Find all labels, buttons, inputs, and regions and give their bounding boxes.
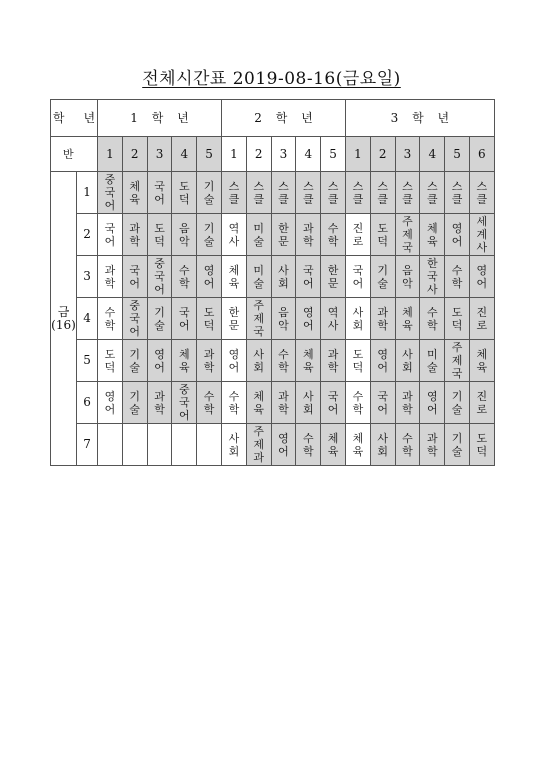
subject-label: 음 악	[402, 263, 413, 290]
subject-cell	[98, 172, 123, 214]
period-number: 4	[77, 298, 98, 340]
subject-cell	[271, 424, 296, 466]
subject-cell	[395, 172, 420, 214]
subject-cell	[246, 298, 271, 340]
subject-label: 국 어	[154, 179, 165, 206]
table-row	[51, 172, 495, 214]
subject-cell	[370, 298, 395, 340]
subject-label: 스 클	[253, 179, 265, 206]
subject-label: 영 어	[426, 389, 438, 416]
subject-cell	[445, 340, 470, 382]
subject-cell	[271, 382, 296, 424]
subject-cell	[147, 172, 172, 214]
subject-label: 국 어	[129, 263, 141, 290]
subject-label: 역 사	[327, 305, 339, 332]
subject-label: 과 학	[426, 431, 438, 458]
subject-cell	[172, 382, 197, 424]
period-header: 2	[246, 137, 271, 172]
subject-label: 역 사	[228, 221, 240, 248]
subject-label: 주 제 국	[253, 299, 265, 338]
table-row	[51, 340, 495, 382]
table-row	[51, 382, 495, 424]
subject-label: 기 술	[154, 305, 165, 332]
subject-label: 체 육	[129, 179, 141, 206]
subject-label: 기 술	[377, 263, 388, 290]
period-header: 6	[469, 137, 494, 172]
subject-cell	[370, 172, 395, 214]
subject-label: 과 학	[402, 389, 413, 416]
subject-cell	[370, 340, 395, 382]
period-header: 5	[197, 137, 222, 172]
subject-cell	[469, 382, 494, 424]
subject-cell	[420, 298, 445, 340]
subject-cell	[469, 172, 494, 214]
subject-label: 스 클	[278, 179, 289, 206]
period-number: 5	[77, 340, 98, 382]
subject-cell	[296, 214, 321, 256]
subject-cell	[345, 256, 370, 298]
subject-label: 주 제 과	[253, 425, 265, 464]
subject-label: 수 학	[352, 389, 364, 416]
subject-label: 기 술	[203, 221, 215, 248]
subject-label: 미 술	[253, 221, 265, 248]
subject-label: 수 학	[278, 347, 289, 374]
period-header: 4	[420, 137, 445, 172]
subject-cell	[395, 298, 420, 340]
subject-cell	[395, 382, 420, 424]
subject-label: 도 덕	[203, 305, 215, 332]
grade-1-header: 1 학 년	[98, 100, 222, 137]
subject-label: 체 육	[426, 221, 438, 248]
subject-cell	[197, 256, 222, 298]
subject-label: 스 클	[327, 179, 339, 206]
subject-label: 도 덕	[377, 221, 388, 248]
subject-label: 미 술	[253, 263, 265, 290]
subject-label: 주 제 국	[451, 341, 463, 380]
period-header: 5	[321, 137, 346, 172]
subject-cell	[172, 424, 197, 466]
subject-cell	[420, 214, 445, 256]
subject-label: 영 어	[451, 221, 463, 248]
timetable	[50, 99, 495, 466]
subject-cell	[271, 340, 296, 382]
subject-cell	[271, 298, 296, 340]
subject-label: 영 어	[154, 347, 165, 374]
subject-label: 진 로	[352, 221, 364, 248]
subject-cell	[197, 340, 222, 382]
subject-cell	[98, 340, 123, 382]
subject-label: 영 어	[476, 263, 488, 290]
subject-label: 체 육	[476, 347, 488, 374]
subject-cell	[370, 424, 395, 466]
period-number: 6	[77, 382, 98, 424]
subject-cell	[122, 214, 147, 256]
subject-cell	[172, 340, 197, 382]
subject-label: 사 회	[352, 305, 364, 332]
subject-label: 한 문	[278, 221, 289, 248]
subject-label: 수 학	[302, 431, 314, 458]
subject-label: 진 로	[476, 389, 488, 416]
subject-label: 진 로	[476, 305, 488, 332]
subject-cell	[172, 172, 197, 214]
subject-cell	[321, 340, 346, 382]
subject-cell	[98, 298, 123, 340]
subject-cell	[147, 214, 172, 256]
subject-cell	[222, 256, 247, 298]
subject-cell	[122, 382, 147, 424]
subject-label: 도 덕	[104, 347, 116, 374]
subject-cell	[147, 298, 172, 340]
subject-cell	[420, 424, 445, 466]
subject-label: 중 국 어	[104, 173, 116, 212]
period-number: 7	[77, 424, 98, 466]
subject-label: 한 문	[228, 305, 240, 332]
label-nyeon: 년	[83, 110, 96, 125]
subject-cell	[296, 382, 321, 424]
subject-cell	[370, 214, 395, 256]
subject-cell	[420, 172, 445, 214]
period-header: 5	[445, 137, 470, 172]
subject-label: 미 술	[426, 347, 438, 374]
subject-label: 스 클	[451, 179, 463, 206]
subject-label: 중 국 어	[129, 299, 141, 338]
subject-label: 영 어	[228, 347, 240, 374]
subject-label: 과 학	[327, 347, 339, 374]
grade-header-row	[51, 100, 495, 137]
subject-cell	[222, 382, 247, 424]
subject-cell	[445, 382, 470, 424]
period-header: 2	[370, 137, 395, 172]
subject-label: 스 클	[402, 179, 413, 206]
subject-cell	[222, 298, 247, 340]
subject-cell	[321, 172, 346, 214]
subject-label: 영 어	[377, 347, 388, 374]
subject-label: 수 학	[104, 305, 116, 332]
subject-cell	[246, 172, 271, 214]
subject-cell	[147, 424, 172, 466]
period-header: 3	[147, 137, 172, 172]
subject-cell	[370, 256, 395, 298]
subject-cell	[246, 382, 271, 424]
subject-label: 스 클	[377, 179, 388, 206]
subject-cell	[172, 298, 197, 340]
subject-label: 도 덕	[352, 347, 364, 374]
label-hak: 학	[52, 110, 65, 125]
subject-cell	[197, 424, 222, 466]
subject-label: 기 술	[451, 389, 463, 416]
subject-cell	[445, 424, 470, 466]
grade-header-label	[51, 100, 98, 137]
period-header: 2	[122, 137, 147, 172]
subject-cell	[197, 172, 222, 214]
subject-cell	[98, 214, 123, 256]
subject-cell	[445, 214, 470, 256]
subject-cell	[246, 424, 271, 466]
subject-cell	[370, 382, 395, 424]
subject-cell	[445, 298, 470, 340]
subject-label: 체 육	[253, 389, 265, 416]
subject-label: 과 학	[154, 389, 165, 416]
subject-cell	[420, 256, 445, 298]
subject-cell	[222, 424, 247, 466]
subject-label: 주 제 국	[402, 215, 413, 254]
subject-label: 도 덕	[178, 179, 190, 206]
page-title: 전체시간표 2019-08-16(금요일)	[142, 69, 401, 89]
subject-cell	[321, 424, 346, 466]
subject-cell	[172, 256, 197, 298]
period-header: 4	[172, 137, 197, 172]
subject-cell	[296, 256, 321, 298]
period-header-row	[51, 137, 495, 172]
subject-cell	[469, 298, 494, 340]
subject-cell	[469, 214, 494, 256]
period-header: 1	[345, 137, 370, 172]
day-count: (16)	[51, 317, 76, 332]
subject-label: 국 어	[302, 263, 314, 290]
subject-cell	[321, 382, 346, 424]
subject-cell	[222, 172, 247, 214]
subject-label: 기 술	[129, 389, 141, 416]
subject-label: 음 악	[178, 221, 190, 248]
subject-label: 국 어	[104, 221, 116, 248]
subject-cell	[197, 382, 222, 424]
period-number: 3	[77, 256, 98, 298]
subject-label: 과 학	[203, 347, 215, 374]
subject-cell	[122, 340, 147, 382]
subject-cell	[345, 298, 370, 340]
subject-label: 수 학	[402, 431, 413, 458]
period-header: 1	[98, 137, 123, 172]
subject-label: 체 육	[327, 431, 339, 458]
subject-label: 체 육	[352, 431, 364, 458]
subject-label: 도 덕	[451, 305, 463, 332]
subject-label: 수 학	[451, 263, 463, 290]
subject-label: 중 국 어	[178, 383, 190, 422]
subject-label: 과 학	[278, 389, 289, 416]
subject-cell	[296, 298, 321, 340]
subject-cell	[395, 424, 420, 466]
grade-2-header: 2 학 년	[222, 100, 346, 137]
subject-cell	[345, 340, 370, 382]
subject-label: 스 클	[302, 179, 314, 206]
subject-label: 스 클	[228, 179, 240, 206]
subject-label: 도 덕	[476, 431, 488, 458]
subject-cell	[469, 256, 494, 298]
subject-cell	[122, 172, 147, 214]
period-header: 3	[271, 137, 296, 172]
subject-label: 세 계 사	[476, 215, 488, 254]
subject-label: 수 학	[327, 221, 339, 248]
period-number: 2	[77, 214, 98, 256]
subject-label: 체 육	[402, 305, 413, 332]
subject-cell	[122, 298, 147, 340]
subject-cell	[420, 340, 445, 382]
subject-cell	[395, 214, 420, 256]
class-label: 반	[51, 137, 98, 172]
subject-label: 사 회	[228, 431, 240, 458]
subject-label: 사 회	[302, 389, 314, 416]
subject-label: 스 클	[476, 179, 488, 206]
subject-label: 한 국 사	[426, 257, 438, 296]
subject-cell	[395, 256, 420, 298]
subject-label: 영 어	[302, 305, 314, 332]
subject-cell	[246, 340, 271, 382]
subject-cell	[147, 382, 172, 424]
period-number: 1	[77, 172, 98, 214]
subject-label: 과 학	[104, 263, 116, 290]
subject-cell	[98, 424, 123, 466]
subject-cell	[172, 214, 197, 256]
subject-label: 국 어	[377, 389, 388, 416]
subject-cell	[222, 214, 247, 256]
subject-cell	[147, 256, 172, 298]
subject-label: 국 어	[327, 389, 339, 416]
subject-cell	[98, 256, 123, 298]
subject-cell	[345, 172, 370, 214]
subject-cell	[445, 172, 470, 214]
subject-label: 체 육	[302, 347, 314, 374]
period-header: 4	[296, 137, 321, 172]
subject-label: 중 국 어	[154, 257, 165, 296]
table-row	[51, 214, 495, 256]
subject-label: 영 어	[104, 389, 116, 416]
day-cell	[51, 172, 77, 466]
subject-cell	[420, 382, 445, 424]
subject-cell	[271, 172, 296, 214]
period-header: 3	[395, 137, 420, 172]
table-row	[51, 256, 495, 298]
subject-label: 국 어	[178, 305, 190, 332]
subject-label: 과 학	[302, 221, 314, 248]
subject-cell	[321, 298, 346, 340]
subject-cell	[296, 424, 321, 466]
subject-cell	[122, 256, 147, 298]
subject-cell	[197, 214, 222, 256]
subject-cell	[246, 214, 271, 256]
subject-label: 음 악	[278, 305, 289, 332]
subject-label: 스 클	[426, 179, 438, 206]
subject-label: 영 어	[278, 431, 289, 458]
subject-cell	[197, 298, 222, 340]
subject-label: 사 회	[402, 347, 413, 374]
subject-cell	[122, 424, 147, 466]
subject-label: 체 육	[178, 347, 190, 374]
subject-cell	[345, 424, 370, 466]
subject-cell	[296, 340, 321, 382]
subject-cell	[445, 256, 470, 298]
subject-cell	[296, 172, 321, 214]
subject-cell	[395, 340, 420, 382]
subject-label: 사 회	[278, 263, 289, 290]
subject-cell	[271, 214, 296, 256]
subject-label: 국 어	[352, 263, 364, 290]
table-row	[51, 298, 495, 340]
subject-label: 수 학	[178, 263, 190, 290]
subject-cell	[147, 340, 172, 382]
subject-label: 스 클	[352, 179, 364, 206]
subject-label: 기 술	[451, 431, 463, 458]
table-row	[51, 424, 495, 466]
subject-cell	[469, 424, 494, 466]
subject-label: 과 학	[129, 221, 141, 248]
day-label: 금	[57, 304, 70, 319]
subject-label: 영 어	[203, 263, 215, 290]
subject-label: 사 회	[377, 431, 388, 458]
subject-label: 도 덕	[154, 221, 165, 248]
period-header: 1	[222, 137, 247, 172]
subject-cell	[246, 256, 271, 298]
subject-cell	[321, 256, 346, 298]
subject-cell	[345, 214, 370, 256]
grade-3-header: 3 학 년	[345, 100, 494, 137]
subject-label: 사 회	[253, 347, 265, 374]
subject-cell	[321, 214, 346, 256]
subject-label: 기 술	[129, 347, 141, 374]
subject-label: 수 학	[228, 389, 240, 416]
subject-label: 체 육	[228, 263, 240, 290]
subject-cell	[271, 256, 296, 298]
subject-cell	[469, 340, 494, 382]
subject-label: 과 학	[377, 305, 388, 332]
subject-label: 수 학	[426, 305, 438, 332]
subject-cell	[98, 382, 123, 424]
subject-cell	[345, 382, 370, 424]
subject-label: 한 문	[327, 263, 339, 290]
subject-label: 수 학	[203, 389, 215, 416]
subject-label: 기 술	[203, 179, 215, 206]
subject-cell	[222, 340, 247, 382]
